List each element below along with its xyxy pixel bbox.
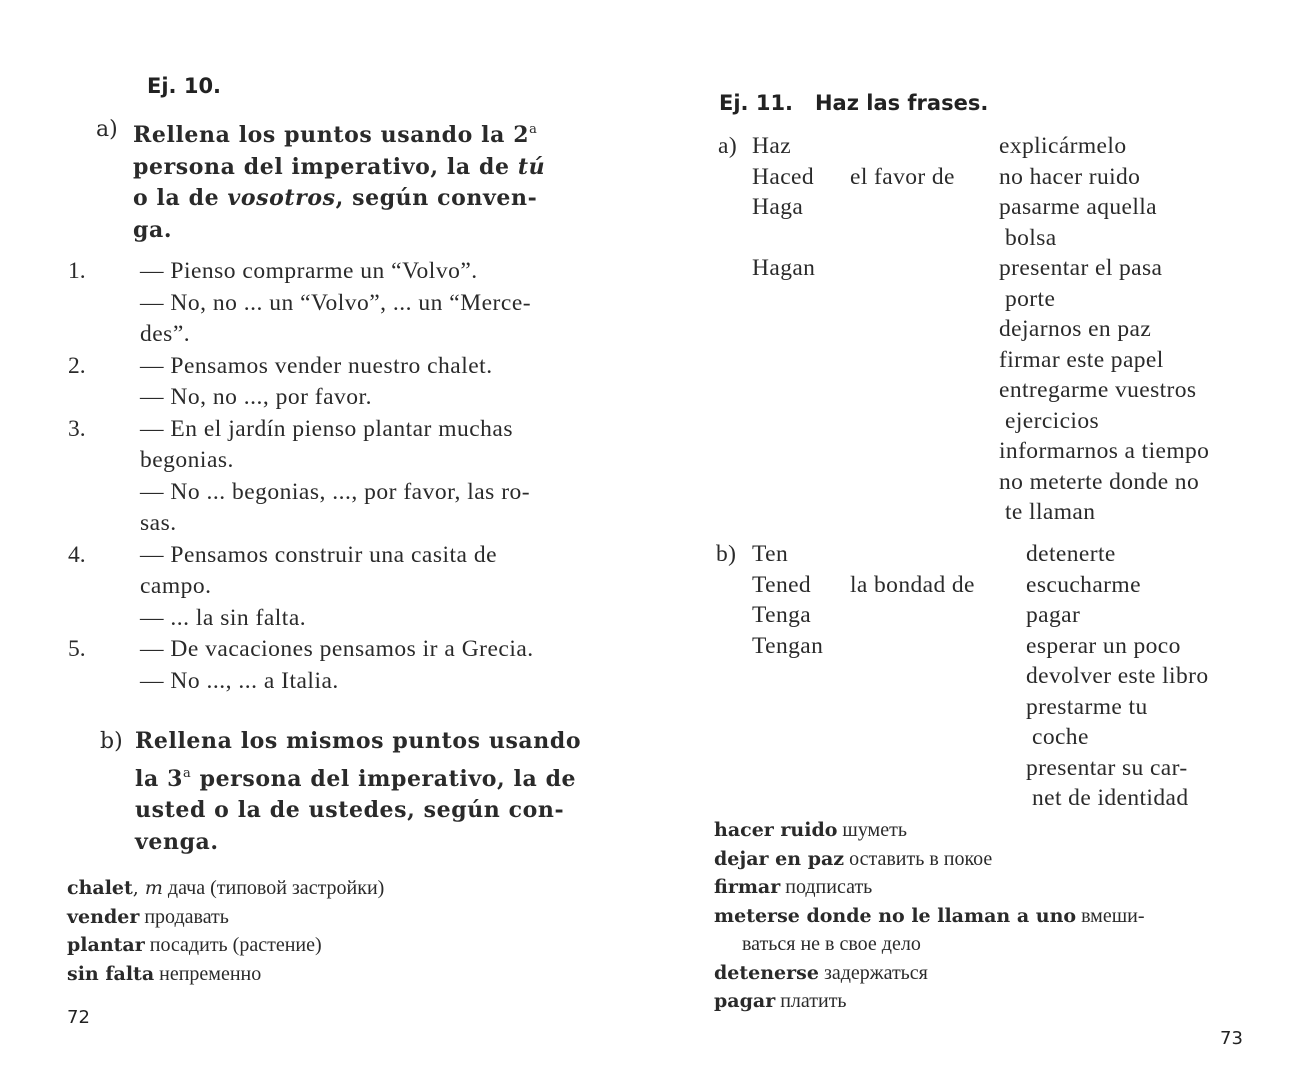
exercise-11-title: Ej. 11. Haz las frases. — [719, 91, 989, 115]
completion: no hacer ruido — [999, 163, 1141, 190]
part-b-completions — [1026, 539, 1209, 814]
completion: bolsa — [1005, 224, 1057, 251]
item-number: 1. — [68, 258, 86, 284]
item-line: — Pensamos construir una casita de — [140, 541, 498, 568]
subject: Hagan — [752, 255, 816, 281]
item-line: — No ... begonias, ..., por favor, las ro- — [140, 478, 531, 505]
completion: te llaman — [1005, 499, 1096, 525]
vocab-entry: chalet, m дача (типовой застройки) — [67, 877, 385, 899]
vocabulary-list — [67, 874, 384, 988]
exercise-item — [62, 351, 596, 414]
item-line: des”. — [140, 321, 191, 347]
item-line: begonias. — [140, 447, 234, 473]
vocab-entry: pagar платить — [714, 990, 847, 1012]
item-line: campo. — [140, 573, 212, 599]
vocab-entry: dejar en paz оставить в покое — [714, 847, 993, 870]
vocab-entry: meterse donde no le llaman a uno вмеши- — [714, 904, 1145, 927]
task-b-instruction — [100, 726, 596, 858]
completion: firmar este papel — [999, 346, 1164, 373]
subject: Tengan — [752, 632, 824, 659]
item-line: — De vacaciones pensamos ir a Grecia. — [140, 636, 534, 662]
item-number: 3. — [68, 415, 86, 442]
completion: dejarnos en paz — [999, 316, 1152, 342]
task-b-label: b) — [100, 729, 123, 754]
item-number: 5. — [68, 636, 86, 662]
page-number-right: 73 — [1220, 1028, 1243, 1049]
subject: Ten — [752, 541, 789, 567]
part-b-connector: la bondad de — [850, 571, 975, 598]
vocab-entry: vender продавать — [67, 905, 229, 928]
item-line: sas. — [140, 510, 177, 536]
completion: pagar — [1026, 602, 1081, 628]
vocab-entry-continuation: ваться не в свое дело — [742, 933, 921, 955]
task-b-text: Rellena los mismos puntos usando la 3$^a$ persona del imperativo, la de usted o la de ustedes, según con- venga. — [135, 728, 582, 855]
completion: detenerte — [1026, 541, 1116, 567]
completion: pasarme aquella — [999, 194, 1158, 220]
completion: ejercicios — [1005, 407, 1100, 434]
vocab-entry: plantar посадить (растение) — [67, 934, 322, 956]
exercise-10-items — [62, 256, 596, 697]
part-b-label: b) — [716, 541, 737, 567]
exercise-item — [62, 540, 596, 635]
completion: net de identidad — [1032, 785, 1189, 811]
completion: informarnos a tiempo — [999, 438, 1210, 464]
vocabulary-list — [714, 816, 1144, 1016]
subject: Haced — [752, 163, 815, 190]
completion: coche — [1032, 724, 1089, 750]
task-a-instruction — [96, 114, 596, 246]
vocab-entry: detenerse задержаться — [714, 961, 928, 984]
item-line: — Pienso comprarme un “Volvo”. — [140, 258, 478, 284]
completion: esperar un poco — [1026, 632, 1181, 659]
completion: explicármelo — [999, 133, 1127, 159]
item-line: — ... la sin falta. — [140, 604, 307, 631]
item-number: 4. — [68, 541, 86, 568]
item-line: — No, no ... un “Volvo”, ... un “Merce- — [140, 289, 532, 316]
right-page — [658, 0, 1316, 1080]
completion: no meterte donde no — [999, 468, 1200, 495]
task-a-label: a) — [96, 117, 118, 142]
exercise-item — [62, 414, 596, 540]
subject: Haga — [752, 194, 804, 220]
item-number: 2. — [68, 352, 86, 379]
completion: porte — [1005, 285, 1056, 312]
completion: entregarme vuestros — [999, 377, 1197, 403]
item-line: — Pensamos vender nuestro chalet. — [140, 352, 493, 379]
part-a-subjects — [752, 131, 815, 284]
item-line: — En el jardín pienso plantar muchas — [140, 415, 514, 442]
page-number-left: 72 — [67, 1007, 90, 1028]
subject: Tenga — [752, 602, 812, 628]
exercise-10-title: Ej. 10. — [147, 74, 222, 98]
item-line: — No ..., ... a Italia. — [140, 667, 339, 694]
vocab-entry: hacer ruido шуметь — [714, 819, 907, 841]
completion: escucharme — [1026, 571, 1141, 598]
part-a-connector: el favor de — [850, 163, 955, 190]
part-a-label: a) — [718, 133, 738, 159]
completion: presentar su car- — [1026, 754, 1188, 781]
exercise-item — [62, 256, 596, 351]
completion: presentar el pasa — [999, 255, 1163, 281]
part-b-subjects — [752, 539, 823, 661]
completion: devolver este libro — [1026, 663, 1209, 689]
item-line: — No, no ..., por favor. — [140, 384, 372, 410]
exercise-item — [62, 634, 596, 697]
subject: Haz — [752, 133, 792, 159]
subject: Tened — [752, 571, 812, 598]
vocab-entry: firmar подписать — [714, 876, 873, 898]
completion: prestarme tu — [1026, 693, 1148, 720]
part-a-completions — [999, 131, 1209, 528]
task-a-text: Rellena los puntos usando la 2$^a$ persona del imperativo, la de tú o la de vosotros, según conven- ga. — [133, 122, 546, 243]
vocab-entry: sin falta непременно — [67, 962, 262, 985]
